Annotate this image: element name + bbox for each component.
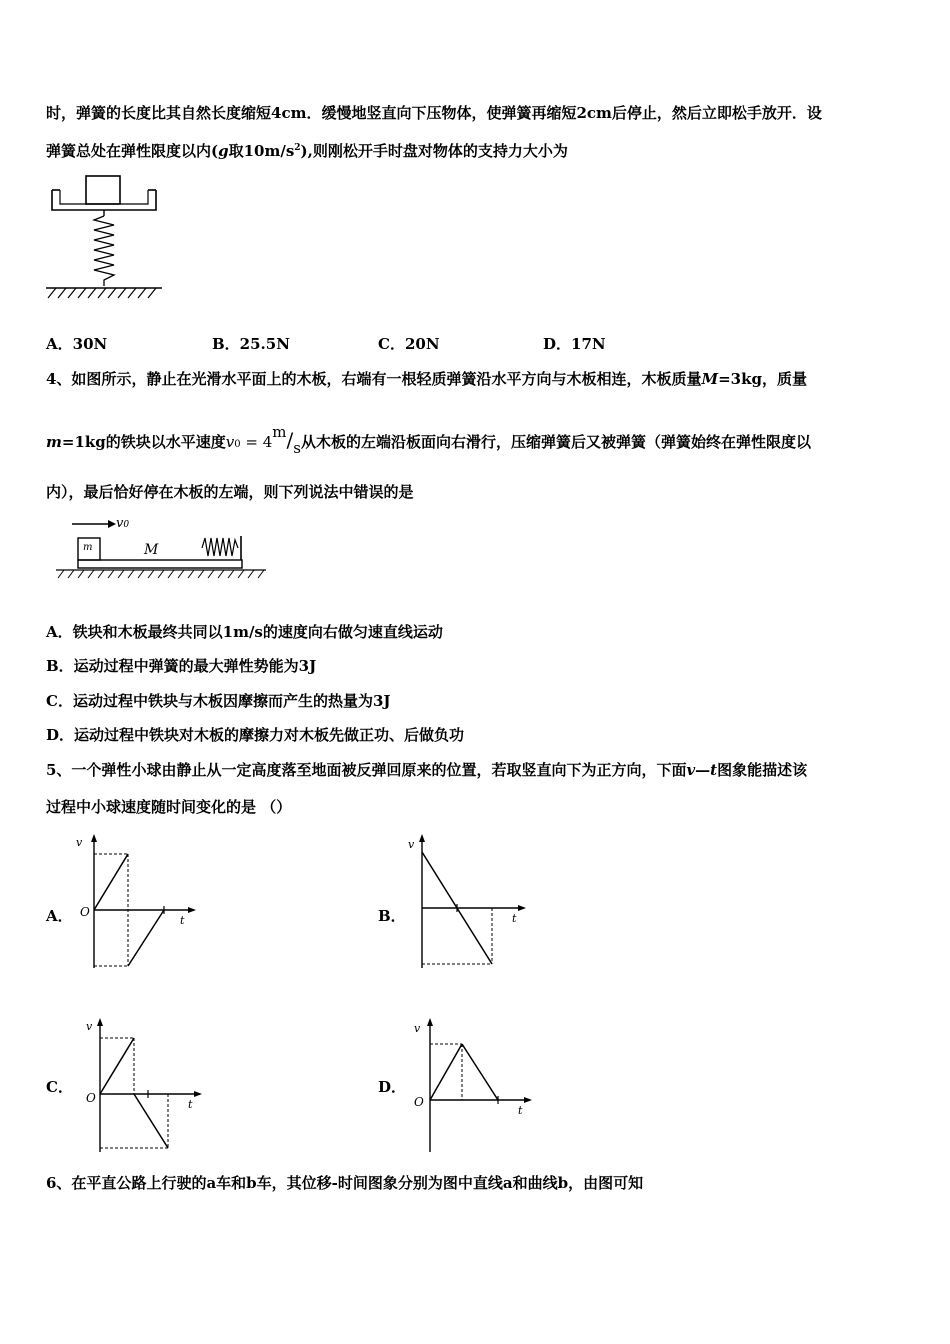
q5-graph-c[interactable]	[78, 1016, 208, 1156]
q5-option-c[interactable]: C．	[46, 1078, 73, 1096]
q3-superscript: 2	[294, 143, 301, 153]
q4-M-symbol: M	[701, 370, 719, 388]
q4-fig-m-label: m	[83, 542, 93, 553]
q3-text-line2	[46, 140, 568, 161]
axis-t-label: t	[518, 1104, 523, 1117]
q4-equals-value: = 4	[240, 433, 273, 451]
axis-t-label: t	[188, 1098, 193, 1111]
axis-v-label: v	[408, 838, 415, 851]
q5-line1-part: 5、一个弹性小球由静止从一定高度落至地面被反弹回原来的位置，若取竖直向下为正方向，下面	[46, 761, 687, 779]
q4-option-b[interactable]: B．运动过程中弹簧的最大弹性势能为3J	[46, 657, 317, 675]
q4-line1-part: 4、如图所示，静止在光滑水平面上的木板，右端有一根轻质弹簧沿水平方向与木板相连，木板质量	[46, 370, 702, 388]
q3-option-d[interactable]: D．17N	[543, 335, 606, 353]
q4-text-line3: 内），最后恰好停在木板的左端，则下列说法中错误的是	[46, 483, 414, 501]
q3-spring-scale-figure	[44, 172, 166, 302]
axis-origin-label: O	[414, 1095, 424, 1109]
q5-vt-symbol: v—t	[686, 761, 718, 779]
q3-line2-part: ),则刚松开手时盘对物体的支持力大小为	[300, 142, 568, 160]
axis-v-label: v	[76, 836, 83, 849]
q5-option-b[interactable]: B．	[378, 907, 406, 925]
q4-unit-numerator: m	[272, 423, 287, 441]
q5-text-line1	[46, 759, 807, 780]
axis-origin-label: O	[86, 1091, 96, 1105]
q4-fig-v0-sub: 0	[123, 520, 130, 530]
q4-fig-v0-label	[116, 516, 129, 531]
q4-m-symbol: m	[46, 433, 62, 451]
q5-graph-b[interactable]	[400, 832, 530, 972]
axis-origin-label: O	[80, 905, 90, 919]
q4-option-c[interactable]: C．运动过程中铁块与木板因摩擦而产生的热量为3J	[46, 692, 391, 710]
q4-fig-M-label: M	[144, 542, 159, 558]
q3-line2-part: 取10m/s	[228, 142, 295, 160]
q3-line2-part: 弹簧总处在弹性限度以内(	[46, 142, 219, 160]
axis-t-label: t	[512, 912, 517, 925]
q4-text-line2	[46, 423, 811, 457]
axis-t-label: t	[180, 914, 185, 927]
q4-option-a[interactable]: A．铁块和木板最终共同以1m/s的速度向右做匀速直线运动	[46, 623, 443, 641]
q4-line1-part: =3kg，质量	[718, 370, 807, 388]
q5-line1-part: 图象能描述该	[717, 761, 808, 779]
q3-option-c[interactable]: C．20N	[378, 335, 440, 353]
q5-option-d[interactable]: D．	[378, 1078, 407, 1096]
q3-option-b[interactable]: B．25.5N	[212, 335, 290, 353]
q3-g-symbol: g	[218, 142, 229, 160]
q4-text-line1	[46, 368, 807, 389]
q4-unit-slash: /	[286, 428, 294, 452]
q4-unit-denominator: s	[293, 439, 301, 457]
q4-v0-symbol: v	[225, 433, 235, 451]
q5-graph-d[interactable]	[404, 1016, 534, 1156]
q4-line2-part: 从木板的左端沿板面向右滑行，压缩弹簧后又被弹簧（弹簧始终在弹性限度以	[300, 433, 811, 451]
q3-option-a[interactable]: A．30N	[46, 335, 108, 353]
q6-text-line1: 6、在平直公路上行驶的a车和b车，其位移-时间图象分别为图中直线a和曲线b，由图可知	[46, 1174, 644, 1192]
axis-v-label: v	[86, 1020, 93, 1033]
q5-graph-a[interactable]	[70, 832, 200, 972]
q4-v0-subscript: 0	[234, 439, 241, 450]
axis-v-label: v	[414, 1022, 421, 1035]
q4-line2-part: =1kg的铁块以水平速度	[61, 433, 226, 451]
q5-text-line2: 过程中小球速度随时间变化的是 （）	[46, 798, 292, 816]
q5-option-a[interactable]: A．	[46, 907, 73, 925]
q3-text-line1: 时，弹簧的长度比其自然长度缩短4cm．缓慢地竖直向下压物体，使弹簧再缩短2cm后停止，然后立即松手放开．设	[46, 104, 822, 122]
q4-option-d[interactable]: D．运动过程中铁块对木板的摩擦力对木板先做正功、后做负功	[46, 726, 465, 744]
q4-board-figure	[52, 512, 272, 580]
q4-fig-v0-letter: v	[116, 516, 124, 531]
